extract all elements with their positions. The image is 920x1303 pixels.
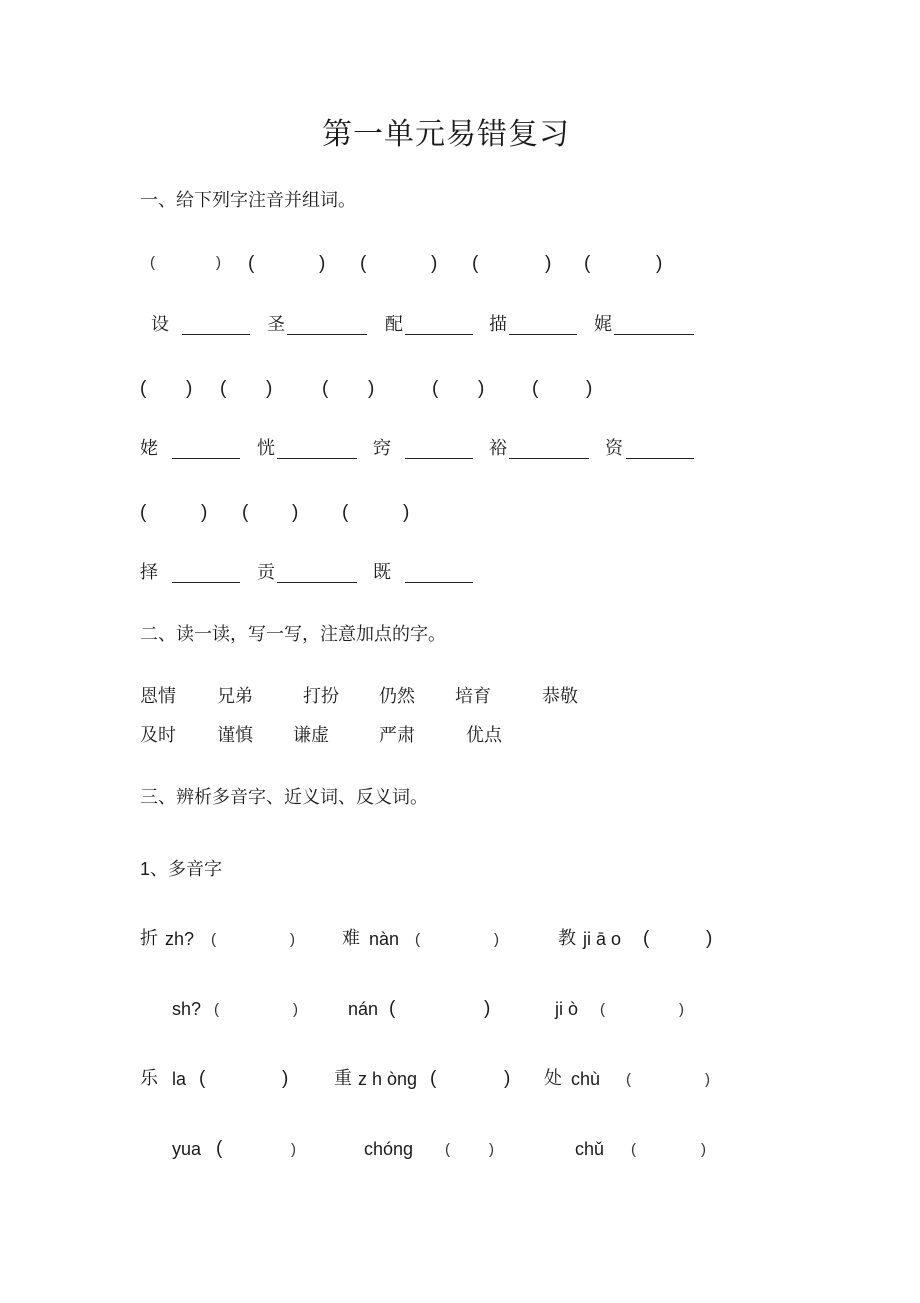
word: 兄弟: [217, 686, 253, 707]
pinyin: ji ā o: [583, 929, 622, 949]
paren-open: (: [140, 378, 147, 399]
pinyin: nán: [348, 999, 379, 1019]
char: 难: [342, 928, 360, 949]
paren-open: (: [214, 1001, 219, 1018]
word: 培育: [455, 686, 491, 707]
char: 圣: [267, 314, 285, 335]
paren-close: ): [545, 253, 552, 274]
word: 谨慎: [217, 725, 253, 746]
char: 裕: [489, 438, 507, 459]
paren-close: ): [201, 502, 208, 523]
answer-blank[interactable]: [405, 334, 473, 335]
paren-open: (: [389, 998, 396, 1019]
pinyin: z h òng: [358, 1069, 418, 1089]
paren-close: ): [290, 931, 295, 948]
paren-close: ): [705, 1071, 710, 1088]
answer-blank[interactable]: [509, 458, 589, 459]
word: 打扮: [303, 686, 339, 707]
paren-close: ): [679, 1001, 684, 1018]
word: 恭敬: [542, 686, 578, 707]
paren-open: (: [322, 378, 329, 399]
section-3-heading: 三、辨析多音字、近义词、反义词。: [140, 787, 428, 808]
paren-open: (: [584, 253, 591, 274]
paren-close: ): [216, 254, 221, 271]
char: 择: [140, 562, 158, 583]
paren-close: ): [292, 502, 299, 523]
char: 贡: [257, 562, 275, 583]
page-title: 第一单元易错复习: [322, 117, 570, 152]
paren-close: ): [706, 928, 713, 949]
answer-blank[interactable]: [287, 334, 367, 335]
paren-close: ): [291, 1141, 296, 1158]
answer-blank[interactable]: [614, 334, 694, 335]
paren-open: (: [360, 253, 367, 274]
paren-open: (: [626, 1071, 631, 1088]
paren-close: ): [368, 378, 375, 399]
paren-close: ): [319, 253, 326, 274]
paren-close: ): [484, 998, 491, 1019]
paren-open: (: [631, 1141, 636, 1158]
answer-blank[interactable]: [405, 582, 473, 583]
word: 恩情: [140, 686, 176, 707]
char: 教: [558, 928, 576, 949]
answer-blank[interactable]: [626, 458, 694, 459]
paren-open: (: [532, 378, 539, 399]
paren-open: (: [472, 253, 479, 274]
char: 窍: [373, 438, 391, 459]
paren-open: (: [216, 1138, 223, 1159]
word: 仍然: [379, 686, 415, 707]
paren-open: (: [342, 502, 349, 523]
paren-open: (: [220, 378, 227, 399]
char: 乐: [140, 1068, 158, 1089]
paren-close: ): [586, 378, 593, 399]
char: 既: [373, 562, 391, 583]
answer-blank[interactable]: [172, 582, 240, 583]
paren-close: ): [504, 1068, 511, 1089]
paren-close: ): [656, 253, 663, 274]
answer-blank[interactable]: [182, 334, 250, 335]
char: 重: [334, 1068, 352, 1089]
paren-close: ): [431, 253, 438, 274]
char: 配: [385, 314, 403, 335]
paren-open: (: [211, 931, 216, 948]
word: 谦虚: [293, 725, 329, 746]
char: 资: [605, 438, 623, 459]
pinyin: chóng: [364, 1139, 414, 1159]
section-1-heading: 一、给下列字注音并组词。: [140, 190, 356, 211]
paren-open: (: [432, 378, 439, 399]
paren-open: (: [248, 253, 255, 274]
paren-close: ): [494, 931, 499, 948]
paren-open: (: [600, 1001, 605, 1018]
pinyin: la: [172, 1069, 187, 1089]
char: 设: [151, 314, 169, 335]
answer-blank[interactable]: [509, 334, 577, 335]
pinyin: chǔ: [575, 1139, 605, 1159]
pinyin: sh?: [172, 999, 202, 1019]
paren-open: (: [242, 502, 249, 523]
paren-close: ): [282, 1068, 289, 1089]
section-2-heading: 二、读一读，写一写，注意加点的字。: [140, 624, 446, 645]
paren-close: ): [478, 378, 485, 399]
pinyin: chù: [571, 1069, 601, 1089]
char: 折: [140, 928, 158, 949]
char: 描: [489, 314, 507, 335]
answer-blank[interactable]: [277, 582, 357, 583]
paren-open: (: [140, 502, 147, 523]
pinyin: nàn: [369, 929, 400, 949]
subsection-polyphone: 1、多音字: [140, 859, 223, 880]
paren-open: (: [643, 928, 650, 949]
char: 恍: [257, 438, 275, 459]
word: 优点: [466, 725, 502, 746]
paren-open: (: [430, 1068, 437, 1089]
paren-close: ): [403, 502, 410, 523]
paren-open: (: [415, 931, 420, 948]
word: 及时: [140, 725, 176, 746]
paren-close: ): [266, 378, 273, 399]
pinyin: zh?: [165, 929, 195, 949]
pinyin: ji ò: [555, 999, 579, 1019]
paren-close: ): [489, 1141, 494, 1158]
paren-open: (: [150, 254, 155, 271]
paren-close: ): [186, 378, 193, 399]
answer-blank[interactable]: [405, 458, 473, 459]
pinyin: yua: [172, 1139, 202, 1159]
paren-close: ): [293, 1001, 298, 1018]
answer-blank[interactable]: [172, 458, 240, 459]
paren-open: (: [445, 1141, 450, 1158]
paren-close: ): [701, 1141, 706, 1158]
char: 姥: [140, 438, 158, 459]
char: 娓: [594, 314, 612, 335]
answer-blank[interactable]: [277, 458, 357, 459]
char: 处: [544, 1068, 562, 1089]
paren-open: (: [199, 1068, 206, 1089]
word: 严肃: [379, 725, 415, 746]
